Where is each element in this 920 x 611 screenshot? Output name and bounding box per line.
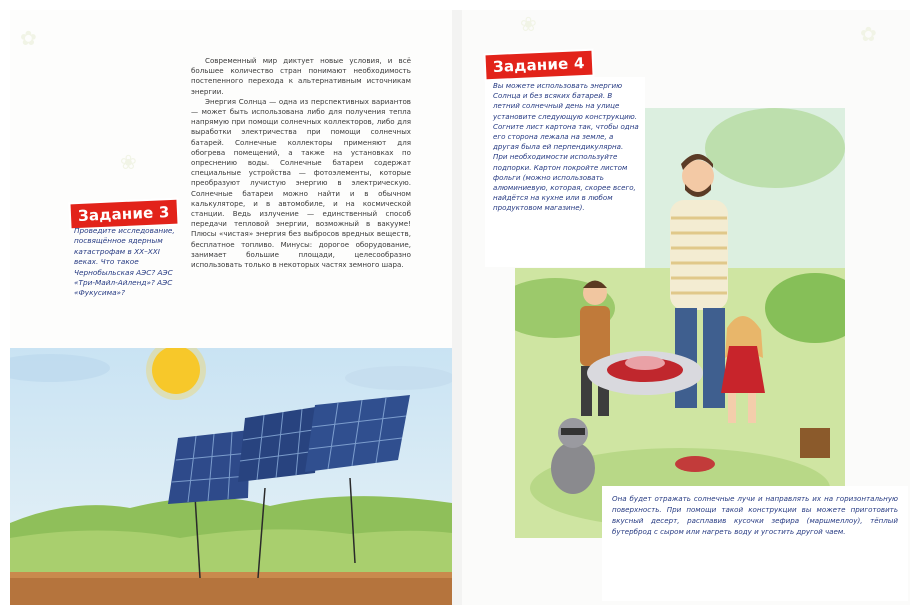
body-paragraph-2: Энергия Солнца — одна из перспективных вариантов — может быть использована либо для получения тепла напрямую при помощи солнечных коллекторов, либо для выработки электричества при помощи солнечных батарей. Солнечные коллекторы применяют для обогрева помещений, а также на установках по опреснению воды. Солнечные батареи содержат специальные устройства — фотоэлементы, которые преобразуют лучистую энергию в электрическую. Солнечные батареи можно найти и в обычном калькуляторе, и в автомобиле, и на космической станции. Ведь излучение — единственный способ передачи тепловой энергии, возможный в вакууме! Плюсы «чистая» энергия без выбросов вредных веществ, бесплатное топливо. Минусы: дорогое оборудование, занимает большие площади, целесообразно использовать только в некоторых частях земного шара. xyxy=(191,96,411,270)
family-picnic-illustration-main xyxy=(515,108,845,538)
watermark-decoration: ❀ xyxy=(520,12,537,36)
book-gutter xyxy=(452,10,462,605)
solar-panel-3 xyxy=(305,395,410,472)
task-4-text: Вы можете использовать энергию Солнца и без всяких батарей. В летний солнечный день на улице установите следующую конструкцию. Согните лист картона так, чтобы одна его сторона лежала на земле, а другая была ей перпендикулярна. При необходимости используйте подпорки. Картон покройте листом фольги (можно использовать алюминиевую, которая, скорее всего, найдётся на кухне или в любом продуктовом магазине). xyxy=(493,81,639,213)
task-3-text: Проведите исследование, посвящённое ядерным катастрофам в ХХ–ХХI веках. Что такое Чернобыльская АЭС? АЭС «Три-Майл-Айленд»? АЭС «Фукусима»? xyxy=(74,226,175,298)
watermark-decoration: ❀ xyxy=(120,150,137,174)
bottom-text: Она будет отражать солнечные лучи и направлять их на горизонтальную поверхность. При помощи такой конструкции вы можете приготовить вкусный десерт, расплавив кусочки зефира (маршмеллоу), тёплый бутерброд с сыром или нагреть воду и угостить другой чаем. xyxy=(612,494,898,536)
solar-panels-illustration xyxy=(10,348,452,605)
body-paragraph-1: Современный мир диктует новые условия, и всё большее количество стран понимают необходимость постепенного перехода к альтернативным источникам энергии. xyxy=(191,56,411,96)
watermark-decoration: ✿ xyxy=(20,26,37,50)
fruit-bowl xyxy=(675,456,715,472)
task-4-label: Задание 4 xyxy=(486,51,592,80)
article-body xyxy=(191,56,411,270)
watermark-decoration: ✿ xyxy=(860,22,877,46)
task-3-label: Задание 3 xyxy=(71,200,177,229)
solar-panel-1 xyxy=(168,430,250,504)
tree-stump xyxy=(800,428,830,458)
solar-cooker xyxy=(587,351,703,395)
